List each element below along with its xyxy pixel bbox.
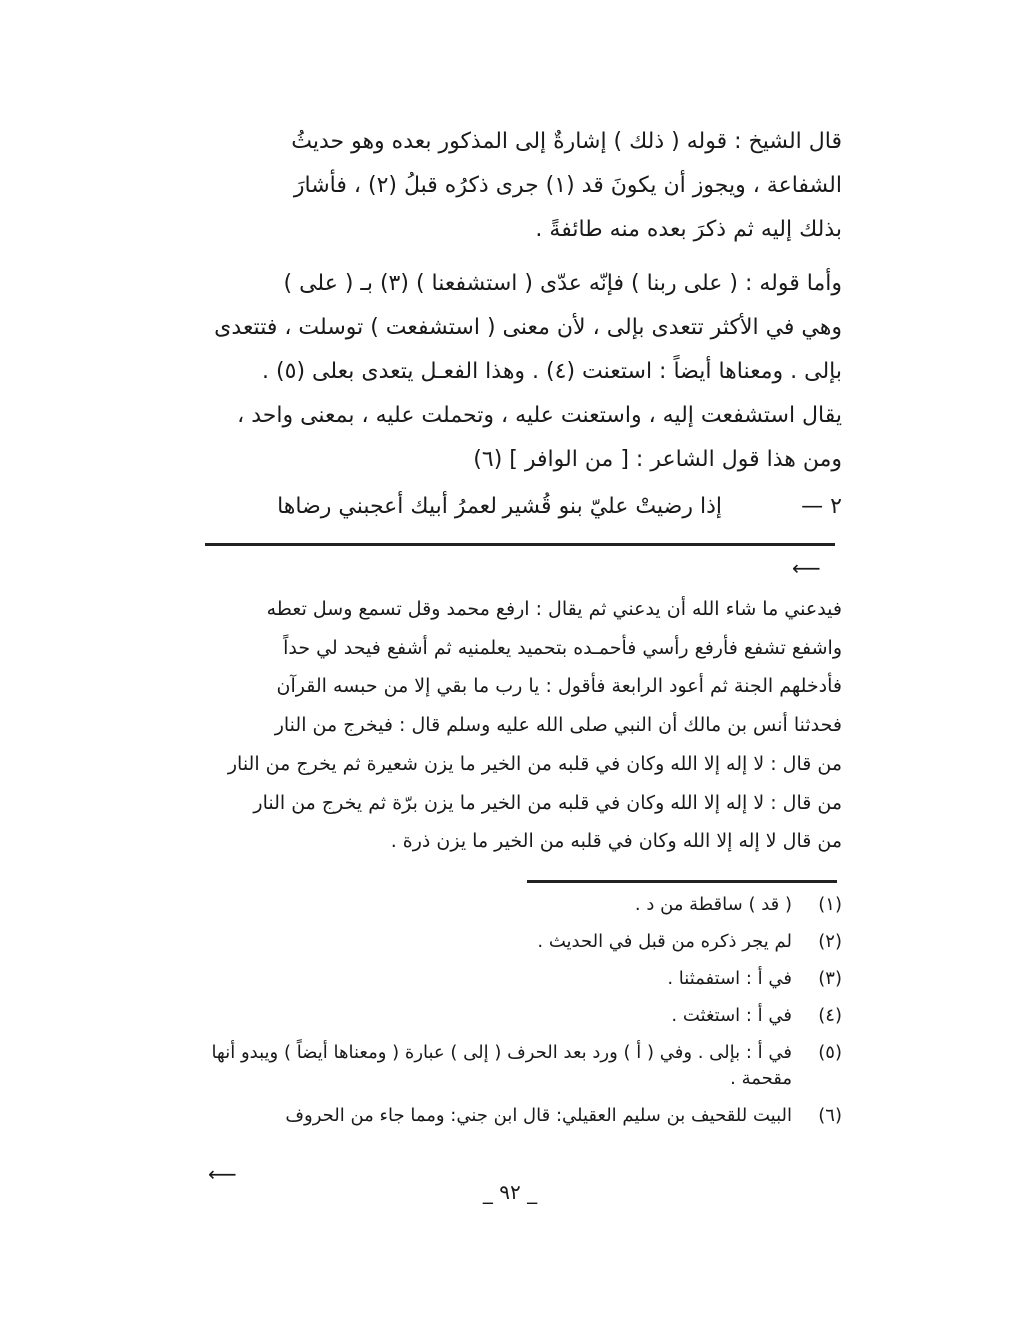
text-line: فحدثنا أنس بن مالك أن النبي صلى الله عليه وسلم قال : فيخرج من النار — [274, 714, 842, 737]
footnote-number: (٣) — [818, 968, 842, 989]
text-line: يقال استشفعت إليه ، واستعنت عليه ، وتحملت عليه ، بمعنى واحد ، — [237, 403, 842, 428]
text-line: بذلك إليه ثم ذكرَ بعده منه طائفةً . — [535, 217, 842, 242]
text-line: ومن هذا قول الشاعر : [ من الوافر ] (٦) — [473, 447, 842, 472]
text-line: من قال : لا إله إلا الله وكان في قلبه من الخير ما يزن شعيرة ثم يخرج من النار — [227, 752, 842, 775]
footnote-number: (٦) — [818, 1105, 842, 1126]
verse-first-hemistich: إذا رضيتْ عليّ بنو قُشير — [502, 494, 722, 519]
footnote-number: (٤) — [818, 1005, 842, 1026]
footnote-number: (٢) — [818, 931, 842, 952]
verse-second-hemistich: لعمرُ أبيك أعجبني رضاها — [277, 494, 497, 519]
left-arrow-icon: ⟵ — [208, 1162, 237, 1186]
text-line: بإلى . ومعناها أيضاً : استعنت (٤) . وهذا الفعـل يتعدى بعلى (٥) . — [262, 359, 842, 384]
footnotes-divider — [527, 880, 837, 883]
footnote-number: (٥) — [818, 1042, 842, 1063]
intro-paragraph — [182, 120, 842, 252]
text-line: فأدخلهم الجنة ثم أعود الرابعة فأقول : يا رب ما بقي إلا من حبسه القرآن — [276, 675, 842, 698]
page-number: _ ٩٢ _ — [482, 1180, 538, 1204]
text-line: واشفع تشفع فأرفع رأسي فأحمـده بتحميد يعلمنيه ثم أشفع فيحد لي حداً — [283, 636, 842, 659]
footnote-text: البيت للقحيف بن سليم العقيلي: قال ابن جني: ومما جاء من الحروف — [285, 1105, 792, 1126]
left-arrow-icon: ⟵ — [792, 556, 821, 580]
main-text-divider — [205, 543, 835, 546]
footnote-item — [192, 892, 842, 918]
footnote-item — [192, 1103, 842, 1129]
text-line: من قال لا إله إلا الله وكان في قلبه من الخير ما يزن ذرة . — [390, 830, 842, 853]
footnote-item — [192, 966, 842, 992]
footnotes-list — [192, 892, 842, 1140]
text-line: الشفاعة ، ويجوز أن يكونَ قد (١) جرى ذكرُه قبلُ (٢) ، فأشارَ — [293, 173, 842, 198]
footnote-text: في أ : بإلى . وفي ( أ ) ورد بعد الحرف ( إلى ) عبارة ( ومعناها أيضاً ) ويبدو أنها مقحمة . — [211, 1042, 792, 1089]
hadith-footnote-text — [182, 590, 842, 861]
text-line: وأما قوله : ( على ربنا ) فإنّه عدّى ( استشفعنا ) (٣) بـ ( على ) — [283, 271, 842, 296]
text-line: من قال : لا إله إلا الله وكان في قلبه من الخير ما يزن برّة ثم يخرج من النار — [253, 791, 842, 814]
footnote-number: (١) — [818, 894, 842, 915]
footnote-item — [192, 1003, 842, 1029]
text-line: قال الشيخ : قوله ( ذلك ) إشارةٌ إلى المذكور بعده وهو حديثُ — [291, 129, 842, 154]
text-line: وهي في الأكثر تتعدى بإلى ، لأن معنى ( استشفعت ) توسلت ، فتتعدى — [214, 315, 842, 340]
footnote-text: في أ : استغثت . — [671, 1005, 792, 1026]
verse-number: ٢ — — [801, 494, 842, 519]
footnote-item — [192, 1040, 842, 1092]
footnote-text: لم يجر ذكره من قبل في الحديث . — [537, 931, 792, 952]
footnote-text: في أ : استفمثنا . — [667, 968, 792, 989]
text-line: فيدعني ما شاء الله أن يدعني ثم يقال : ارفع محمد وقل تسمع وسل تعطه — [266, 598, 842, 620]
footnote-text: ( قد ) ساقطة من د . — [634, 894, 792, 915]
footnote-item — [192, 929, 842, 955]
commentary-paragraph — [182, 262, 842, 482]
